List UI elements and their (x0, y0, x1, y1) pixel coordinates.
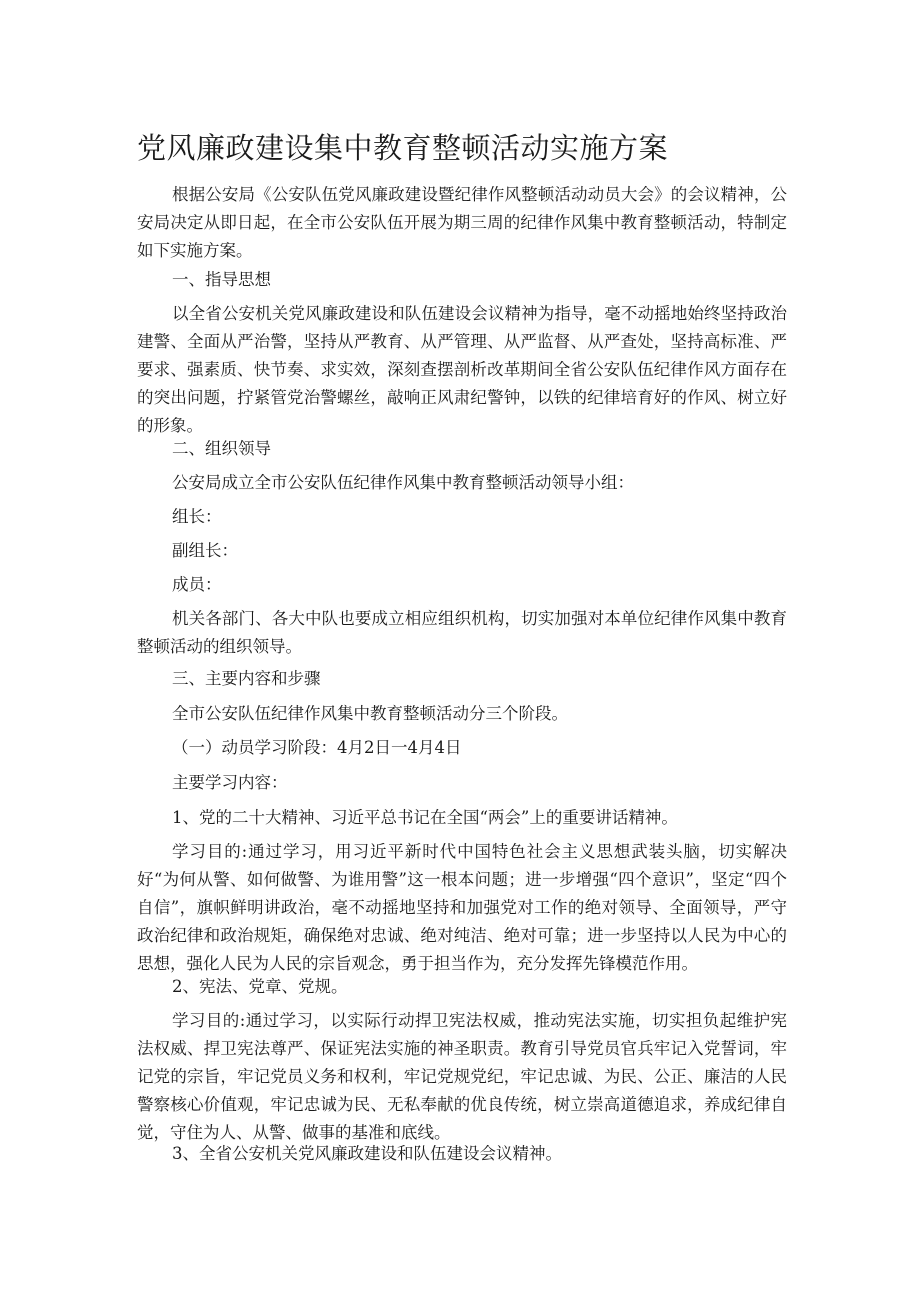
section-2-heading: 二、组织领导 (172, 439, 271, 458)
study-item-1-goal: 学习目的:通过学习，用习近平新时代中国特色社会主义思想武装头脑，切实解决好“为何从警、如何做警、为谁用警”这一根本问题；进一步增强“四个意识”，坚定“四个自信”，旗帜鲜明讲政治，毫不动摇地坚持和加强党对工作的绝对领导、全面领导，严守政治纪律和政治规矩，确保绝对忠诚、绝对纯洁、绝对可靠；进一步坚持以人民为中心的思想，强化人民为人民的宗旨观念，勇于担当作为，充分发挥先锋模范作用。 (137, 842, 787, 973)
section-3-body: 全市公安队伍纪律作风集中教育整顿活动分三个阶段。 (172, 704, 568, 723)
section-3-heading: 三、主要内容和步骤 (172, 669, 321, 688)
members-label: 成员： (172, 575, 222, 594)
study-item-1: 1、党的二十大精神、习近平总书记在全国“两会”上的重要讲话精神。 (172, 808, 678, 827)
section-1-heading: 一、指导思想 (172, 270, 271, 289)
study-item-2-goal: 学习目的:通过学习，以实际行动捍卫宪法权威，推动宪法实施，切实担负起维护宪法权威、捍卫宪法尊严、保证宪法实施的神圣职责。教育引导党员官兵牢记入党誓词，牢记党的宗旨，牢记党员义务和权利，牢记党规党纪，牢记忠诚、为民、公正、廉洁的人民警察核心价值观，牢记忠诚为民、无私奉献的优良传统，树立崇高道德追求，养成纪律自觉，守住为人、从警、做事的基准和底线。 (137, 1011, 787, 1142)
study-item-2: 2、宪法、党章、党规。 (172, 977, 348, 996)
study-content-label: 主要学习内容： (172, 773, 288, 792)
leader-label: 组长： (172, 507, 222, 526)
page-title: 党风廉政建设集中教育整顿活动实施方案 (137, 131, 669, 165)
section-1-body: 以全省公安机关党风廉政建设和队伍建设会议精神为指导，毫不动摇地始终坚持政治建警、全面从严治警，坚持从严教育、从严管理、从严监督、从严查处，坚持高标准、严要求、强素质、快节奏、求实效，深刻查摆剖析改革期间全省公安队伍纪律作风方面存在的突出问题，拧紧管党治警螺丝，敲响正风肃纪警钟，以铁的纪律培育好的作风、树立好的形象。 (137, 304, 787, 435)
intro-paragraph: 根据公安局《公安队伍党风廉政建设暨纪律作风整顿活动动员大会》的会议精神，公安局决定从即日起，在全市公安队伍开展为期三周的纪律作风集中教育整顿活动，特制定如下实施方案。 (137, 185, 787, 260)
stage-1-heading: （一）动员学习阶段：4月2日一4月4日 (172, 738, 462, 757)
deputy-leader-label: 副组长： (172, 541, 238, 560)
section-2-body: 公安局成立全市公安队伍纪律作风集中教育整顿活动领导小组： (172, 473, 634, 492)
study-item-3: 3、全省公安机关党风廉政建设和队伍建设会议精神。 (172, 1144, 562, 1163)
section-2-body-2: 机关各部门、各大中队也要成立相应组织机构，切实加强对本单位纪律作风集中教育整顿活动的组织领导。 (137, 609, 787, 656)
